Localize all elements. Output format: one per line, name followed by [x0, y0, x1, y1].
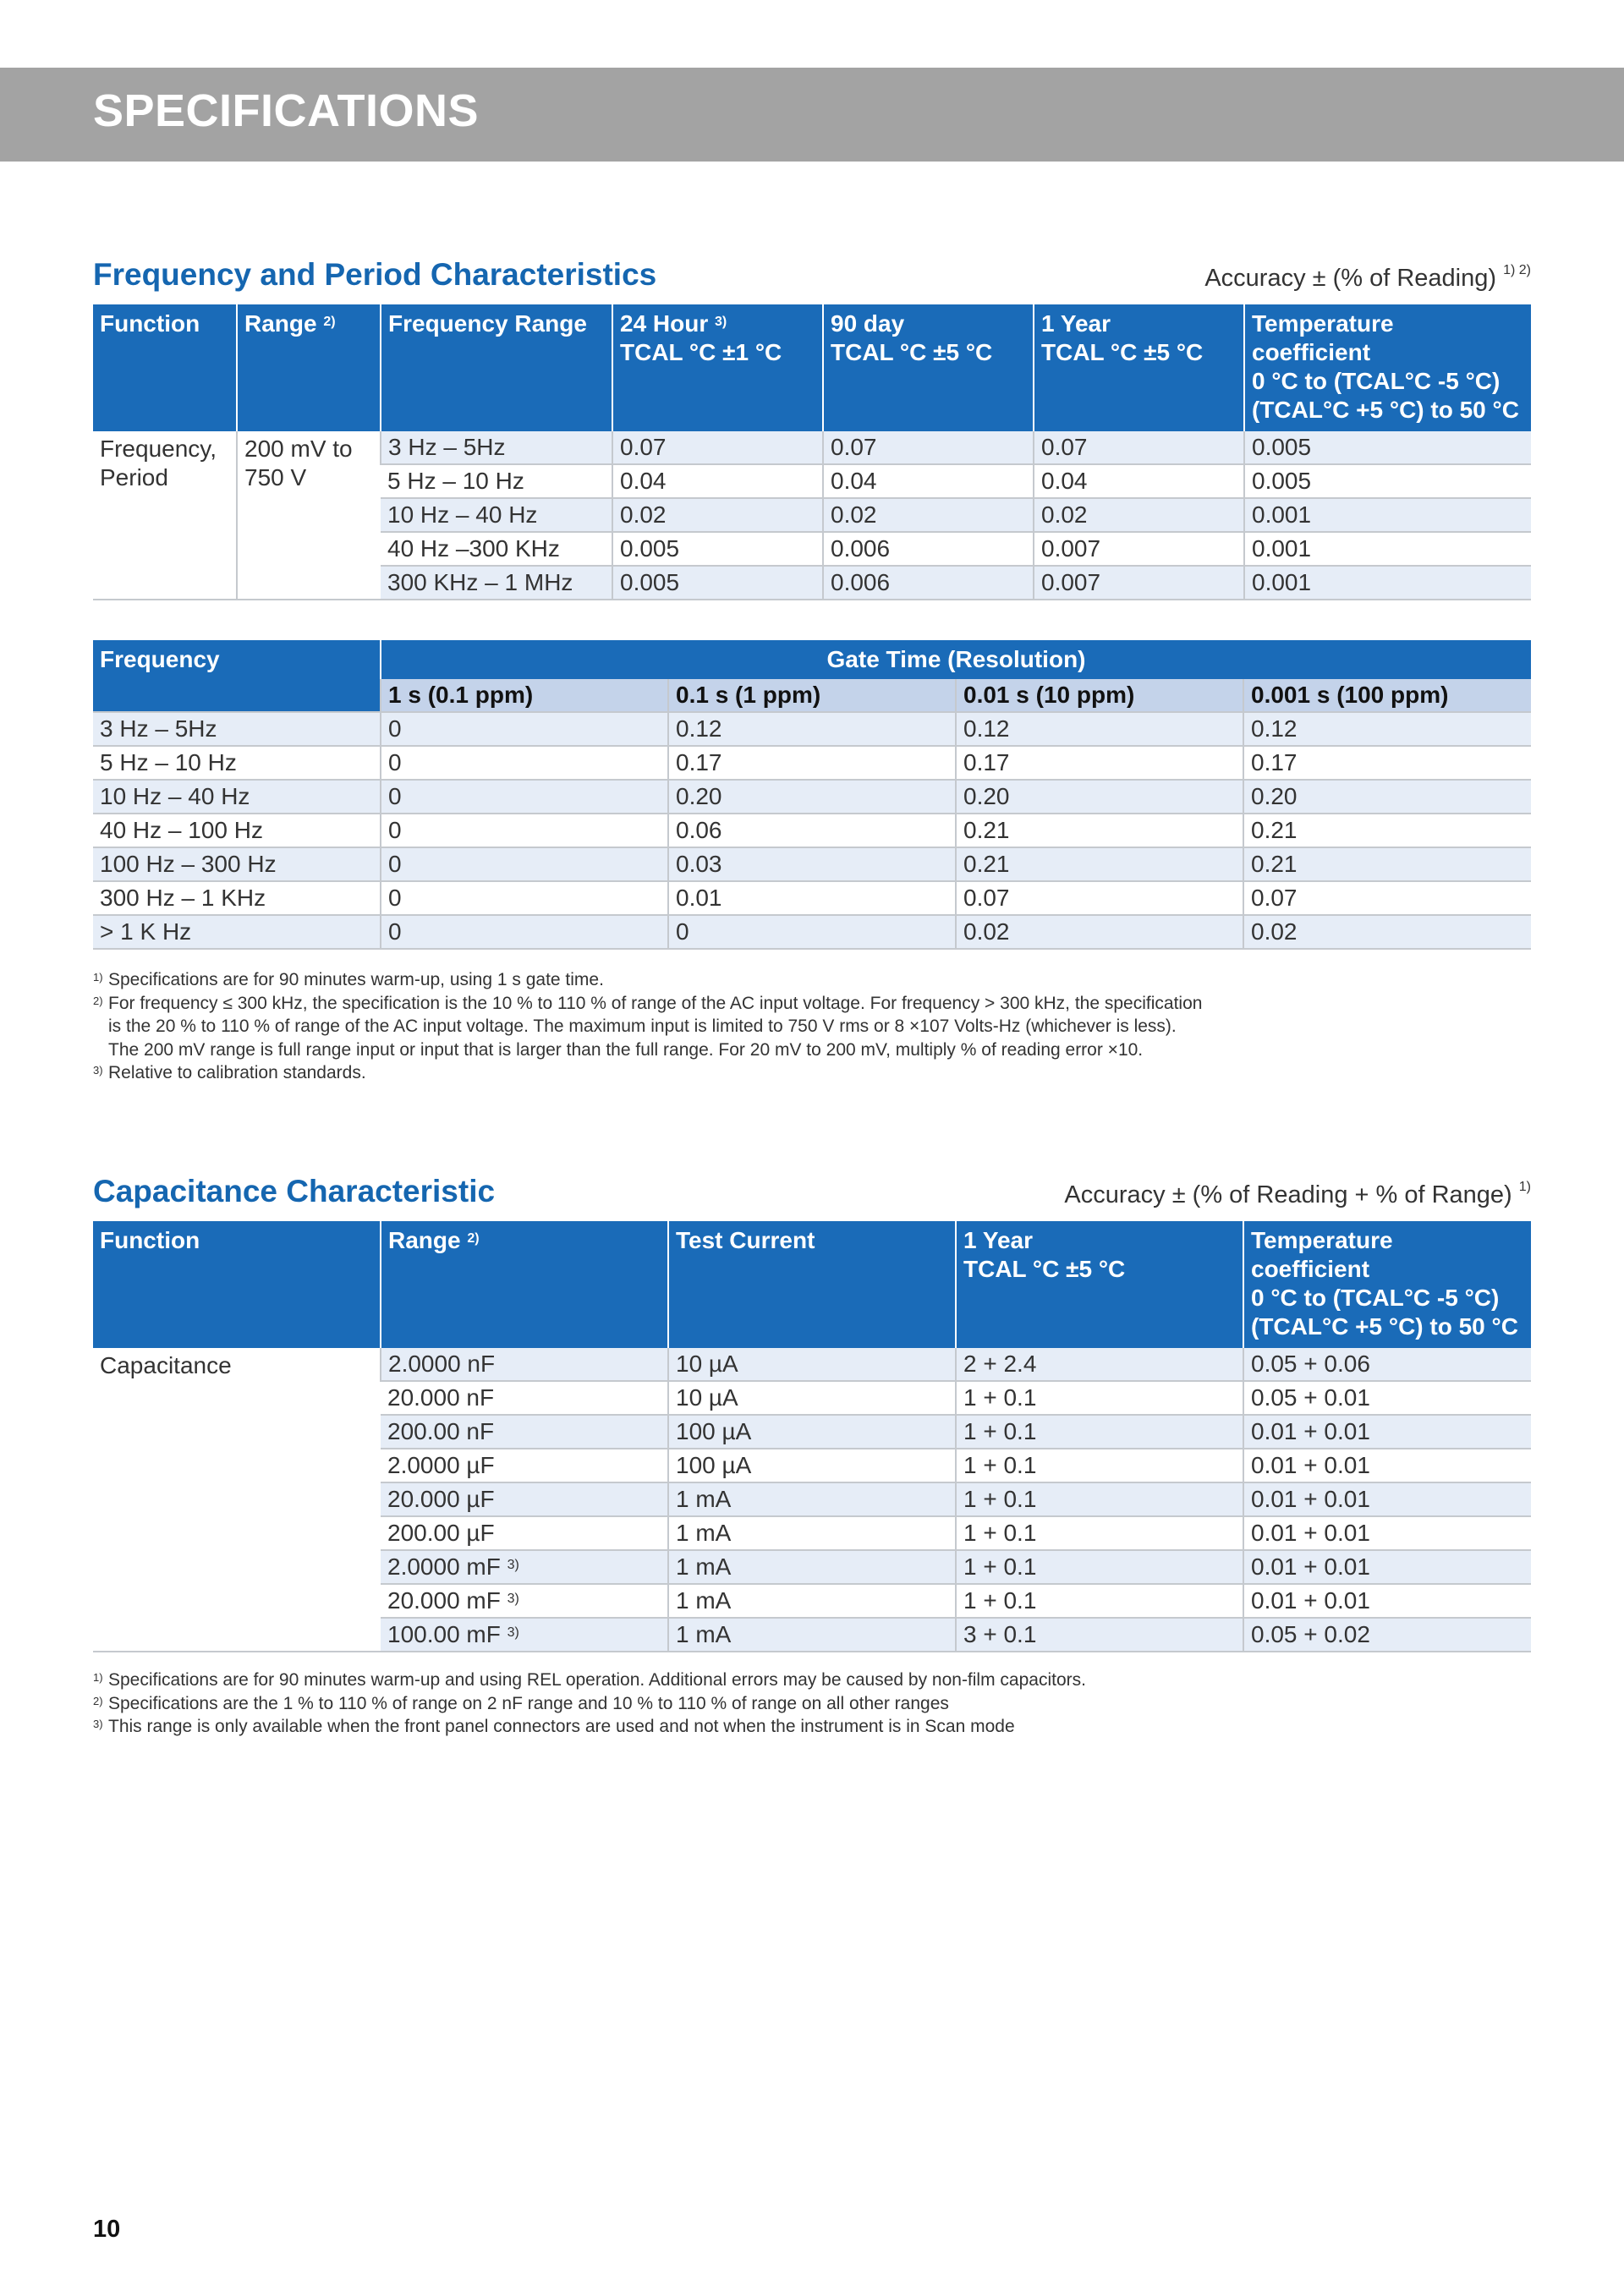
table-cell: 0.02	[1034, 498, 1244, 532]
table-cell: 0.20	[1243, 780, 1531, 814]
table-cell: 0.05 + 0.06	[1243, 1348, 1531, 1381]
footnote: 1) Specifications are for 90 minutes warm-up, using 1 s gate time.	[93, 970, 604, 989]
table-row	[93, 814, 1531, 847]
cap-section-title: Capacitance Characteristic	[93, 1174, 496, 1208]
footnote: 3) Relative to calibration standards.	[93, 1063, 366, 1082]
table-cell: 0	[381, 881, 668, 915]
col-frequency-range: Frequency Range	[381, 304, 612, 431]
cap-section-header	[93, 1167, 1531, 1209]
freq-accuracy-note: Accuracy ± (% of Reading) $^{1) 2)}$	[1204, 263, 1531, 292]
table-cell: 10 µA	[668, 1348, 956, 1381]
table-cell: 2 + 2.4	[956, 1348, 1243, 1381]
page-number: 10	[93, 2216, 121, 2243]
table-cell: 0.02	[823, 498, 1034, 532]
table-cell: 0.17	[956, 746, 1243, 780]
col-1year: 1 Year TCAL °C ±5 °C	[956, 1221, 1243, 1348]
footnote: 1) Specifications are for 90 minutes warm-up and using REL operation. Additional errors may be caused by non-film capacitors.	[93, 1670, 1086, 1690]
gate-time-table	[93, 640, 1531, 950]
table-cell: 300 Hz – 1 KHz	[93, 881, 381, 915]
table-cell: 0.01 + 0.01	[1243, 1482, 1531, 1516]
freq-footnotes	[93, 968, 1362, 1085]
table-cell: 300 KHz – 1 MHz	[381, 566, 612, 600]
range-cell: 200 mV to 750 V	[237, 431, 381, 600]
table-cell: 0.21	[1243, 847, 1531, 881]
table-cell: 0.05 + 0.02	[1243, 1618, 1531, 1652]
table-cell: 20.000 nF	[381, 1381, 668, 1415]
freq-section-header	[93, 250, 1531, 293]
table-cell: 0.21	[1243, 814, 1531, 847]
table-cell: 0	[381, 780, 668, 814]
table-cell: 100 Hz – 300 Hz	[93, 847, 381, 881]
table-cell: 0.04	[612, 464, 823, 498]
table-cell: 0	[381, 847, 668, 881]
table-cell: 0.01 + 0.01	[1243, 1516, 1531, 1550]
col-range: Range $^{2)}$	[381, 1221, 668, 1348]
table-cell: 20.000 mF $^{3)}$	[381, 1584, 668, 1618]
table-cell: > 1 K Hz	[93, 915, 381, 949]
col-temp-coefficient: Temperature coefficient 0 °C to (TCAL°C -5 °C) (TCAL°C +5 °C) to 50 °C	[1244, 304, 1531, 431]
table-cell: 0.03	[668, 847, 956, 881]
table-cell: 0.02	[612, 498, 823, 532]
footnote: 2) For frequency ≤ 300 kHz, the specification is the 10 % to 110 % of range of the AC input voltage. For frequency > 300 kHz, the specification	[93, 993, 1203, 1013]
table-cell: 2.0000 mF $^{3)}$	[381, 1550, 668, 1584]
subheader-cell: 1 s (0.1 ppm)	[381, 679, 668, 712]
table-cell: 0.005	[1244, 464, 1531, 498]
table-cell: 0.12	[956, 712, 1243, 746]
table-cell: 0.006	[823, 566, 1034, 600]
table-cell: 100.00 mF $^{3)}$	[381, 1618, 668, 1652]
table-cell: 0.20	[956, 780, 1243, 814]
footnote: is the 20 % to 110 % of range of the AC input voltage. The maximum input is limited to 750 V rms or 8 ×107 Volts-Hz (whichever is less).	[108, 1016, 1177, 1036]
table-cell: 0.01 + 0.01	[1243, 1550, 1531, 1584]
table-cell: 1 mA	[668, 1482, 956, 1516]
table-cell: 10 Hz – 40 Hz	[381, 498, 612, 532]
col-range: Range $^{2)}$	[237, 304, 381, 431]
table-cell: 1 + 0.1	[956, 1516, 1243, 1550]
table-cell: 1 mA	[668, 1584, 956, 1618]
table-cell: 40 Hz –300 KHz	[381, 532, 612, 566]
table-cell: 0.007	[1034, 532, 1244, 566]
table-cell: 0.06	[668, 814, 956, 847]
table-cell: 1 + 0.1	[956, 1550, 1243, 1584]
table-cell: 0.04	[823, 464, 1034, 498]
table-cell: 1 + 0.1	[956, 1584, 1243, 1618]
table-row	[93, 780, 1531, 814]
table-row	[93, 847, 1531, 881]
table-cell: 200.00 µF	[381, 1516, 668, 1550]
table-cell: 20.000 µF	[381, 1482, 668, 1516]
col-function: Function	[93, 304, 237, 431]
table-cell: 0.02	[1243, 915, 1531, 949]
function-cell: Capacitance	[93, 1348, 381, 1652]
table-cell: 0.21	[956, 847, 1243, 881]
table-row	[93, 1348, 1531, 1381]
page-title: SPECIFICATIONS	[93, 85, 480, 136]
col-90day: 90 day TCAL °C ±5 °C	[823, 304, 1034, 431]
table-cell: 2.0000 nF	[381, 1348, 668, 1381]
capacitance-table	[93, 1221, 1531, 1652]
col-temp-coefficient: Temperature coefficient 0 °C to (TCAL°C -5 °C) (TCAL°C +5 °C) to 50 °C	[1243, 1221, 1531, 1348]
freq-period-table	[93, 304, 1531, 600]
table-row	[93, 915, 1531, 949]
table-cell: 10 Hz – 40 Hz	[93, 780, 381, 814]
empty-cell	[93, 679, 381, 712]
table-cell: 1 + 0.1	[956, 1381, 1243, 1415]
table-row	[93, 712, 1531, 746]
table-cell: 1 mA	[668, 1516, 956, 1550]
gate-subheader-row	[93, 679, 1531, 712]
table-cell: 1 + 0.1	[956, 1449, 1243, 1482]
table-cell: 100 µA	[668, 1449, 956, 1482]
table-row	[93, 881, 1531, 915]
col-frequency: Frequency	[93, 640, 381, 679]
col-test-current: Test Current	[668, 1221, 956, 1348]
subheader-cell: 0.01 s (10 ppm)	[956, 679, 1243, 712]
table-cell: 0.001	[1244, 498, 1531, 532]
footnote: 3) This range is only available when the front panel connectors are used and not when the instrument is in Scan mode	[93, 1717, 1015, 1736]
table-cell: 0	[381, 712, 668, 746]
table-cell: 0.17	[668, 746, 956, 780]
function-cell: Frequency, Period	[93, 431, 237, 600]
table-cell: 0	[381, 746, 668, 780]
table-cell: 0.001	[1244, 532, 1531, 566]
table-cell: 0.07	[1243, 881, 1531, 915]
table-cell: 100 µA	[668, 1415, 956, 1449]
table-cell: 0.12	[668, 712, 956, 746]
table-cell: 200.00 nF	[381, 1415, 668, 1449]
table-cell: 0.04	[1034, 464, 1244, 498]
table-cell: 0.005	[612, 566, 823, 600]
table-cell: 0.02	[956, 915, 1243, 949]
table-cell: 0.20	[668, 780, 956, 814]
table-cell: 0.07	[1034, 431, 1244, 464]
table-cell: 0.07	[823, 431, 1034, 464]
col-24hour: 24 Hour $^{3)}$ TCAL °C ±1 °C	[612, 304, 823, 431]
table-cell: 2.0000 µF	[381, 1449, 668, 1482]
table-cell: 5 Hz – 10 Hz	[381, 464, 612, 498]
table-cell: 0.07	[956, 881, 1243, 915]
table-cell: 0	[381, 915, 668, 949]
table-cell: 0.07	[612, 431, 823, 464]
table-cell: 0	[381, 814, 668, 847]
col-1year: 1 Year TCAL °C ±5 °C	[1034, 304, 1244, 431]
table-cell: 3 + 0.1	[956, 1618, 1243, 1652]
table-cell: 0.01	[668, 881, 956, 915]
table-cell: 0.001	[1244, 566, 1531, 600]
table-row	[93, 746, 1531, 780]
table-cell: 3 Hz – 5Hz	[93, 712, 381, 746]
table-cell: 0.12	[1243, 712, 1531, 746]
table-cell: 10 µA	[668, 1381, 956, 1415]
table-cell: 0.01 + 0.01	[1243, 1415, 1531, 1449]
table-cell: 40 Hz – 100 Hz	[93, 814, 381, 847]
footnote: The 200 mV range is full range input or input that is larger than the full range. For 20 mV to 200 mV, multiply % of reading error ×10.	[108, 1039, 1144, 1060]
table-cell: 0.007	[1034, 566, 1244, 600]
table-cell: 1 + 0.1	[956, 1415, 1243, 1449]
table-cell: 0.01 + 0.01	[1243, 1449, 1531, 1482]
table-row	[93, 431, 1531, 464]
subheader-cell: 0.1 s (1 ppm)	[668, 679, 956, 712]
header-banner	[0, 68, 1624, 162]
table-cell: 0.005	[612, 532, 823, 566]
cap-footnotes	[93, 1669, 1362, 1739]
freq-section-title: Frequency and Period Characteristics	[93, 257, 657, 292]
subheader-cell: 0.001 s (100 ppm)	[1243, 679, 1531, 712]
table-cell: 1 mA	[668, 1618, 956, 1652]
table-cell: 0.05 + 0.01	[1243, 1381, 1531, 1415]
table-cell: 0.006	[823, 532, 1034, 566]
table-cell: 0.17	[1243, 746, 1531, 780]
table-cell: 1 + 0.1	[956, 1482, 1243, 1516]
footnote: 2) Specifications are the 1 % to 110 % of range on 2 nF range and 10 % to 110 % of range on all other ranges	[93, 1693, 949, 1713]
cap-accuracy-note: Accuracy ± (% of Reading + % of Range) $^{1)}$	[1064, 1180, 1531, 1208]
table-cell: 0	[668, 915, 956, 949]
table-cell: 3 Hz – 5Hz	[381, 431, 612, 464]
col-function: Function	[93, 1221, 381, 1348]
col-gate-time: Gate Time (Resolution)	[381, 640, 1531, 679]
table-cell: 0.005	[1244, 431, 1531, 464]
table-cell: 5 Hz – 10 Hz	[93, 746, 381, 780]
table-cell: 0.01 + 0.01	[1243, 1584, 1531, 1618]
table-cell: 1 mA	[668, 1550, 956, 1584]
table-cell: 0.21	[956, 814, 1243, 847]
